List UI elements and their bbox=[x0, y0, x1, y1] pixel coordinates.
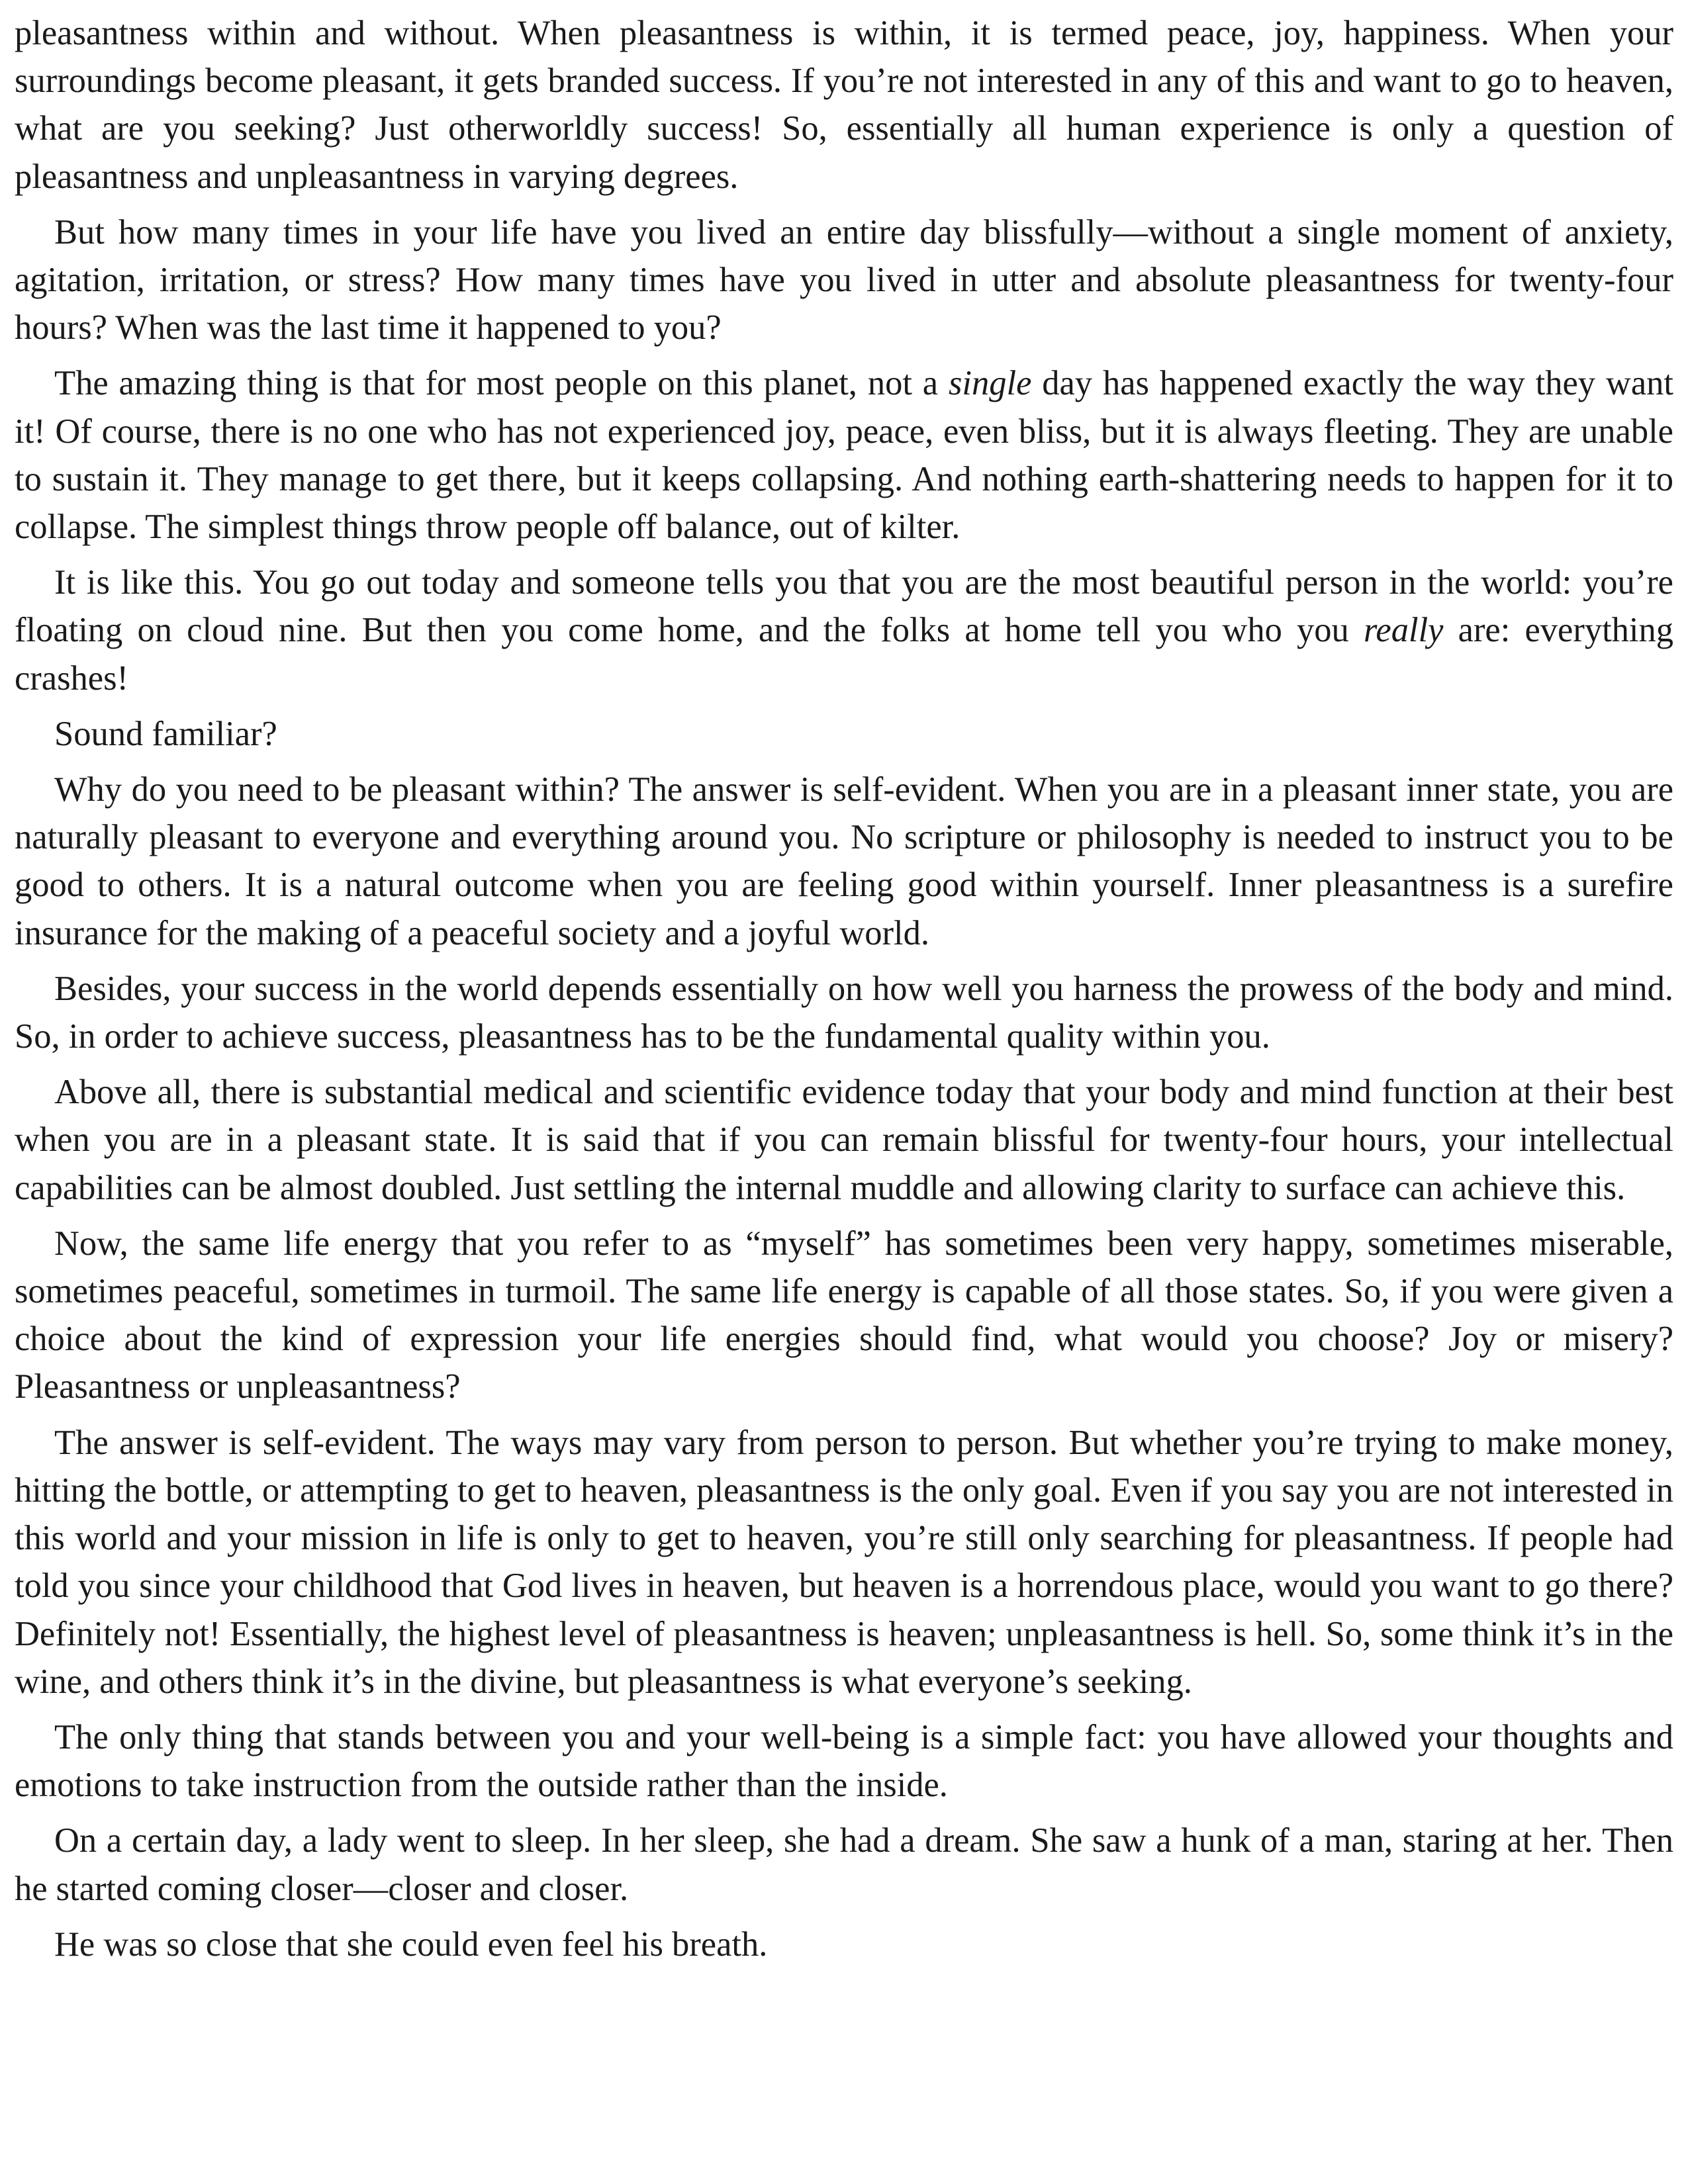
paragraph-text: Now, the same life energy that you refer to as “myself” has sometimes been very happy, sometimes miserable, sometimes peaceful, sometimes in turmoil. The same life energy is capable of all those states. So, if you were given a choice about the kind of expression your life energies should find, what would you choose? Joy or misery? Pleasantness or unpleasantness? bbox=[15, 1224, 1673, 1406]
paragraph-text: But how many times in your life have you lived an entire day blissfully—without a single moment of anxiety, agitation, irritation, or stress? How many times have you lived in utter and absolute pleasantness for twenty-four hours? When was the last time it happened to you? bbox=[15, 212, 1673, 347]
paragraph bbox=[15, 1713, 1673, 1809]
paragraph-text: On a certain day, a lady went to sleep. In her sleep, she had a dream. She saw a hunk of a man, staring at her. Then he started coming closer—closer and closer. bbox=[15, 1821, 1673, 1908]
paragraph-text: Sound familiar? bbox=[54, 714, 277, 753]
paragraph-text: He was so close that she could even feel his breath. bbox=[54, 1925, 768, 1964]
emphasis-text: single bbox=[948, 364, 1032, 403]
page-body bbox=[15, 9, 1673, 1976]
emphasis-text: really bbox=[1363, 611, 1444, 650]
paragraph bbox=[15, 559, 1673, 702]
paragraph-text: Why do you need to be pleasant within? The answer is self-evident. When you are in a pleasant inner state, you are naturally pleasant to everyone and everything around you. No scripture or philosophy is needed to instruct you to be good to others. It is a natural outcome when you are feeling good within yourself. Inner pleasantness is a surefire insurance for the making of a peaceful society and a joyful world. bbox=[15, 770, 1673, 952]
paragraph bbox=[15, 766, 1673, 957]
paragraph-text: The amazing thing is that for most people on this planet, not a bbox=[54, 364, 949, 403]
paragraph bbox=[15, 1921, 1673, 1968]
paragraph bbox=[15, 359, 1673, 551]
paragraph bbox=[15, 1068, 1673, 1212]
paragraph bbox=[15, 9, 1673, 201]
paragraph bbox=[15, 1220, 1673, 1411]
paragraph bbox=[15, 1419, 1673, 1706]
paragraph bbox=[15, 965, 1673, 1060]
paragraph-text: Above all, there is substantial medical and scientific evidence today that your body and mind function at their best when you are in a pleasant state. It is said that if you can remain blissful for twenty-four hours, your intellectual capabilities can be almost doubled. Just settling the internal muddle and allowing clarity to surface can achieve this. bbox=[15, 1073, 1673, 1207]
paragraph bbox=[15, 710, 1673, 758]
paragraph-text: It is like this. You go out today and someone tells you that you are the most beautiful person in the world: you’re floating on cloud nine. But then you come home, and the folks at home tell you who you bbox=[15, 563, 1673, 650]
paragraph-text: The answer is self-evident. The ways may vary from person to person. But whether you’re trying to make money, hitting the bottle, or attempting to get to heaven, pleasantness is the only goal. Even if you say you are not interested in this world and your mission in life is only to get to heaven, you’re still only searching for pleasantness. If people had told you since your childhood that God lives in heaven, but heaven is a horrendous place, would you want to go there? Definitely not! Essentially, the highest level of pleasantness is heaven; unpleasantness is hell. So, some think it’s in the wine, and others think it’s in the divine, but pleasantness is what everyone’s seeking. bbox=[15, 1423, 1673, 1701]
paragraph-text: day has happened exactly the way they want it! Of course, there is no one who has not experienced joy, peace, even bliss, but it is always fleeting. They are unable to sustain it. They manage to get there, but it keeps collapsing. And nothing earth-shattering needs to happen for it to collapse. The simplest things throw people off balance, out of kilter. bbox=[15, 364, 1673, 547]
paragraph bbox=[15, 1817, 1673, 1912]
paragraph-text: are: everything crashes! bbox=[15, 611, 1673, 698]
paragraph-text: pleasantness within and without. When pleasantness is within, it is termed peace, joy, happiness. When your surroundings become pleasant, it gets branded success. If you’re not interested in any of this and want to go to heaven, what are you seeking? Just otherworldly success! So, essentially all human experience is only a question of pleasantness and unpleasantness in varying degrees. bbox=[15, 14, 1673, 196]
paragraph-text: Besides, your success in the world depends essentially on how well you harness the prowess of the body and mind. So, in order to achieve success, pleasantness has to be the fundamental quality within you. bbox=[15, 969, 1673, 1056]
paragraph-text: The only thing that stands between you and your well-being is a simple fact: you have allowed your thoughts and emotions to take instruction from the outside rather than the inside. bbox=[15, 1717, 1673, 1805]
paragraph bbox=[15, 208, 1673, 352]
